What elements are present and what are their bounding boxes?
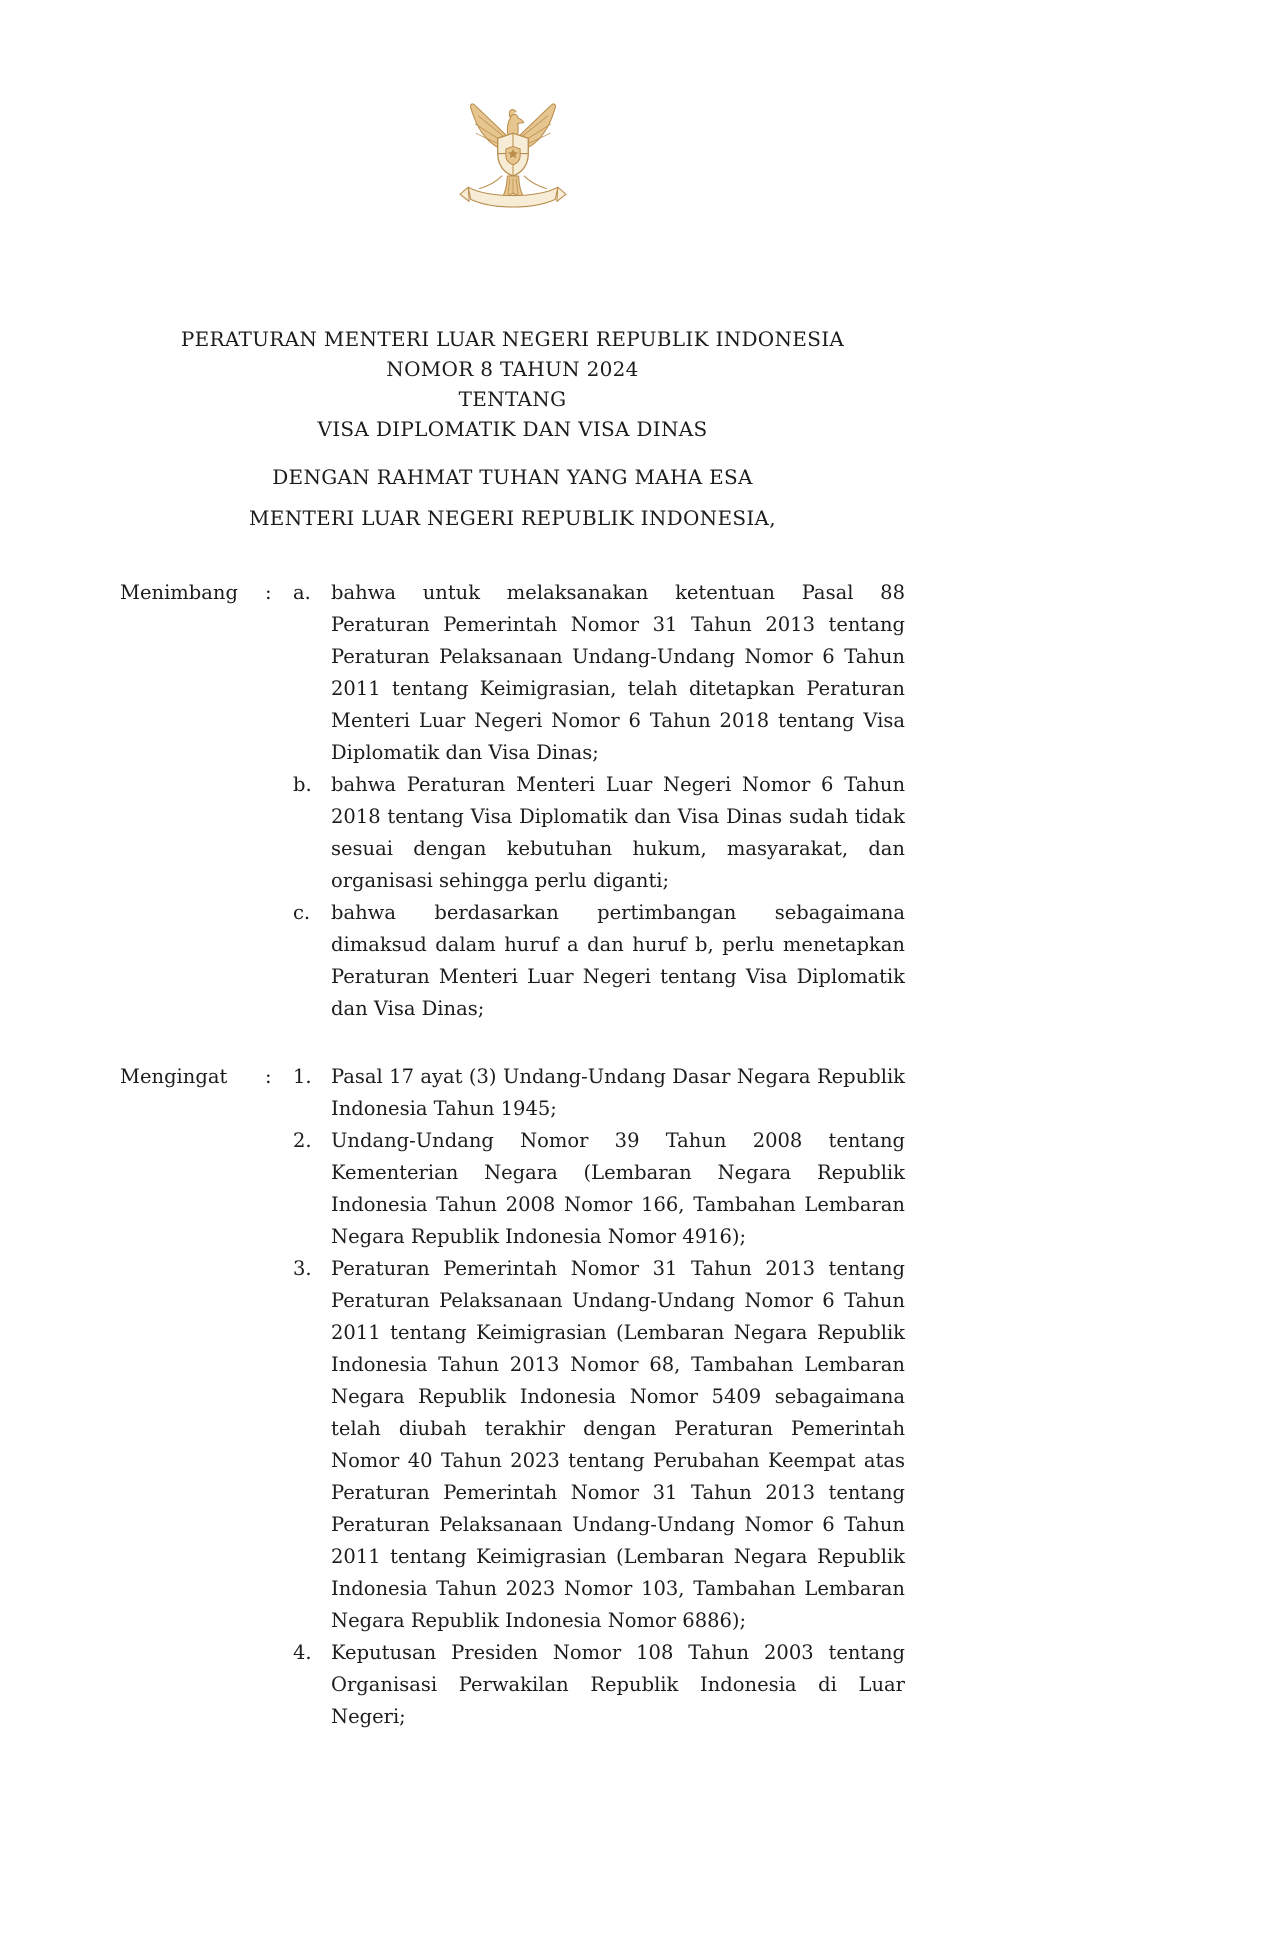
regulation-number: NOMOR 8 TAHUN 2024 [386, 357, 639, 381]
list-item [293, 769, 905, 897]
regulation-title: PERATURAN MENTERI LUAR NEGERI REPUBLIK INDONESIA [180, 327, 845, 351]
garuda-pancasila-emblem [457, 86, 569, 214]
list-item-text: Pasal 17 ayat (3) Undang-Undang Dasar Negara Republik Indonesia Tahun 1945; [331, 1065, 905, 1120]
list-item-text: bahwa berdasarkan pertimbangan sebagaimana dimaksud dalam huruf a dan huruf b, perlu menetapkan Peraturan Menteri Luar Negeri tentang Visa Diplomatik dan Visa Dinas; [331, 901, 905, 1020]
list-item-marker: 2. [293, 1129, 312, 1152]
list-item-marker: c. [293, 901, 311, 924]
section-label: Menimbang [120, 581, 238, 604]
section-items [293, 1061, 905, 1733]
document-title [120, 324, 905, 444]
section-mengingat [120, 1061, 905, 1733]
list-item-text: Peraturan Pemerintah Nomor 31 Tahun 2013 tentang Peraturan Pelaksanaan Undang-Undang Nomor 6 Tahun 2011 tentang Keimigrasian (Lembaran Negara Republik Indonesia Tahun 2013 Nomor 68, Tambahan Lembaran Negara Republik Indonesia Nomor 5409 sebagaimana telah diubah terakhir dengan Peraturan Pemerintah Nomor 40 Tahun 2023 tentang Perubahan Keempat atas Peraturan Pemerintah Nomor 31 Tahun 2013 tentang Peraturan Pelaksanaan Undang-Undang Nomor 6 Tahun 2011 tentang Keimigrasian (Lembaran Negara Republik Indonesia Tahun 2023 Nomor 103, Tambahan Lembaran Negara Republik Indonesia Nomor 6886); [331, 1257, 905, 1632]
regulation-subject: VISA DIPLOMATIK DAN VISA DINAS [317, 417, 708, 441]
section-items [293, 577, 905, 1025]
list-item [293, 577, 905, 769]
list-item-text: Keputusan Presiden Nomor 108 Tahun 2003 tentang Organisasi Perwakilan Republik Indonesia di Luar Negeri; [331, 1641, 905, 1728]
list-item-text: bahwa Peraturan Menteri Luar Negeri Nomor 6 Tahun 2018 tentang Visa Diplomatik dan Visa Dinas sudah tidak sesuai dengan kebutuhan hukum, masyarakat, dan organisasi sehingga perlu diganti; [331, 773, 905, 892]
list-item [293, 1061, 905, 1125]
issuing-official-line: MENTERI LUAR NEGERI REPUBLIK INDONESIA, [249, 506, 776, 530]
list-item-text: Undang-Undang Nomor 39 Tahun 2008 tentang Kementerian Negara (Lembaran Negara Republik Indonesia Tahun 2008 Nomor 166, Tambahan Lembaran Negara Republik Indonesia Nomor 4916); [331, 1129, 905, 1248]
section-menimbang [120, 577, 905, 1025]
invocation-line: DENGAN RAHMAT TUHAN YANG MAHA ESA [272, 465, 753, 489]
list-item-marker: a. [293, 581, 311, 604]
section-label: Mengingat [120, 1065, 228, 1088]
section-colon: : [265, 1065, 272, 1088]
list-item [293, 1253, 905, 1637]
list-item [293, 897, 905, 1025]
list-item-marker: 1. [293, 1065, 312, 1088]
list-item [293, 1637, 905, 1733]
list-item-text: bahwa untuk melaksanakan ketentuan Pasal 88 Peraturan Pemerintah Nomor 31 Tahun 2013 tentang Peraturan Pelaksanaan Undang-Undang Nomor 6 Tahun 2011 tentang Keimigrasian, telah ditetapkan Peraturan Menteri Luar Negeri Nomor 6 Tahun 2018 tentang Visa Diplomatik dan Visa Dinas; [331, 581, 905, 764]
garuda-pancasila-icon [457, 86, 569, 214]
list-item-marker: b. [293, 773, 312, 796]
list-item [293, 1125, 905, 1253]
list-item-marker: 3. [293, 1257, 312, 1280]
section-colon: : [265, 581, 272, 604]
list-item-marker: 4. [293, 1641, 312, 1664]
tentang-label: TENTANG [458, 387, 567, 411]
